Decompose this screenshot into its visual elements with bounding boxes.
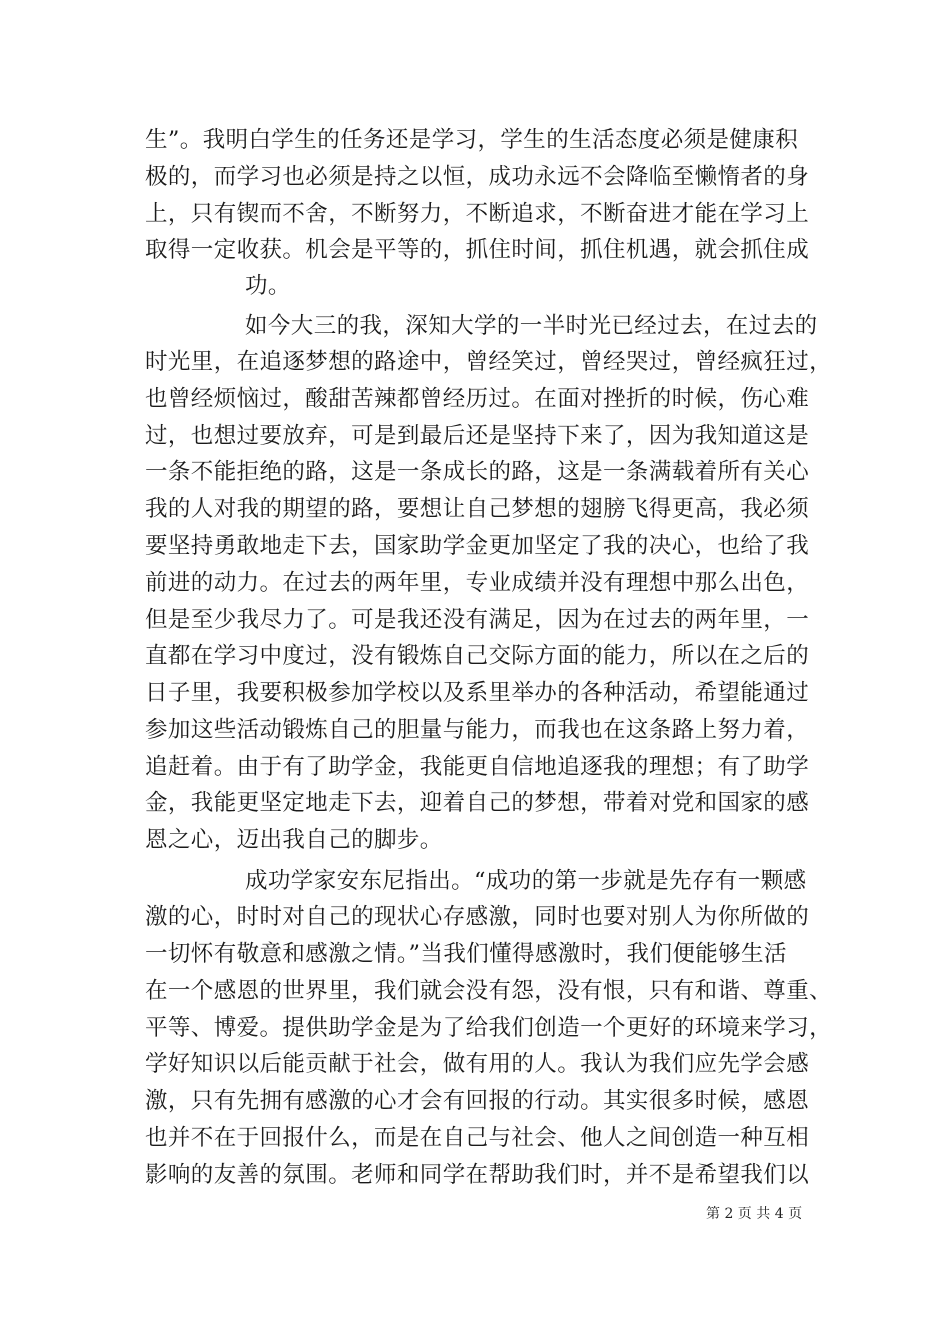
text-line: 激，只有先拥有感激的心才会有回报的行动。其实很多时候，感恩 (145, 1088, 810, 1114)
text-line: 一条不能拒绝的路，这是一条成长的路，这是一条满载着所有关心 (145, 459, 810, 485)
text-line: 参加这些活动锻炼自己的胆量与能力，而我也在这条路上努力着， (145, 717, 810, 743)
text-line: 上，只有锲而不舍，不断努力，不断追求，不断奋进才能在学习上 (145, 201, 810, 227)
page-number-footer: 第 2 页 共 4 页 (706, 1206, 803, 1222)
text-line: 要坚持勇敢地走下去，国家助学金更加坚定了我的决心，也给了我 (145, 533, 810, 559)
text-line: 一切怀有敬意和感激之情。”当我们懂得感激时，我们便能够生活 (145, 941, 787, 967)
text-line: 也并不在于回报什么，而是在自己与社会、他人之间创造一种互相 (145, 1125, 810, 1151)
text-line: 生”。我明白学生的任务还是学习，学生的生活态度必须是健康积 (145, 127, 799, 153)
text-line: 追赶着。由于有了助学金，我能更自信地追逐我的理想；有了助学 (145, 754, 810, 780)
text-line: 过，也想过要放弃，可是到最后还是坚持下来了，因为我知道这是 (145, 423, 810, 449)
text-line: 我的人对我的期望的路，要想让自己梦想的翅膀飞得更高，我必须 (145, 496, 810, 522)
text-line: 但是至少我尽力了。可是我还没有满足，因为在过去的两年里，一 (145, 607, 810, 633)
paragraph-first-line: 如今大三的我，深知大学的一半时光已经过去，在过去的 (245, 313, 818, 339)
text-line: 直都在学习中度过，没有锻炼自己交际方面的能力，所以在之后的 (145, 643, 810, 669)
text-line: 影响的友善的氛围。老师和同学在帮助我们时，并不是希望我们以 (145, 1162, 810, 1188)
text-line: 激的心，时时对自己的现状心存感激，同时也要对别人为你所做的 (145, 904, 810, 930)
text-line: 在一个感恩的世界里，我们就会没有怨，没有恨，只有和谐、尊重、 (145, 978, 833, 1004)
text-line: 取得一定收获。机会是平等的，抓住时间，抓住机遇，就会抓住成 (145, 237, 810, 263)
text-line: 极的，而学习也必须是持之以恒，成功永远不会降临至懒惰者的身 (145, 164, 810, 190)
text-line: 平等、博爱。提供助学金是为了给我们创造一个更好的环境来学习， (145, 1015, 833, 1041)
text-line: 金，我能更坚定地走下去，迎着自己的梦想，带着对党和国家的感 (145, 790, 810, 816)
text-line: 时光里，在追逐梦想的路途中，曾经笑过，曾经哭过，曾经疯狂过， (145, 349, 833, 375)
text-line: 学好知识以后能贡献于社会，做有用的人。我认为我们应先学会感 (145, 1051, 810, 1077)
paragraph-first-line: 成功学家安东尼指出。“成功的第一步就是先存有一颗感 (245, 868, 807, 894)
text-line: 前进的动力。在过去的两年里，专业成绩并没有理想中那么出色， (145, 570, 810, 596)
text-line: 也曾经烦恼过，酸甜苦辣都曾经历过。在面对挫折的时候，伤心难 (145, 386, 810, 412)
text-line: 功。 (245, 273, 291, 299)
text-line: 日子里，我要积极参加学校以及系里举办的各种活动，希望能通过 (145, 680, 810, 706)
text-line: 恩之心，迈出我自己的脚步。 (145, 827, 443, 853)
